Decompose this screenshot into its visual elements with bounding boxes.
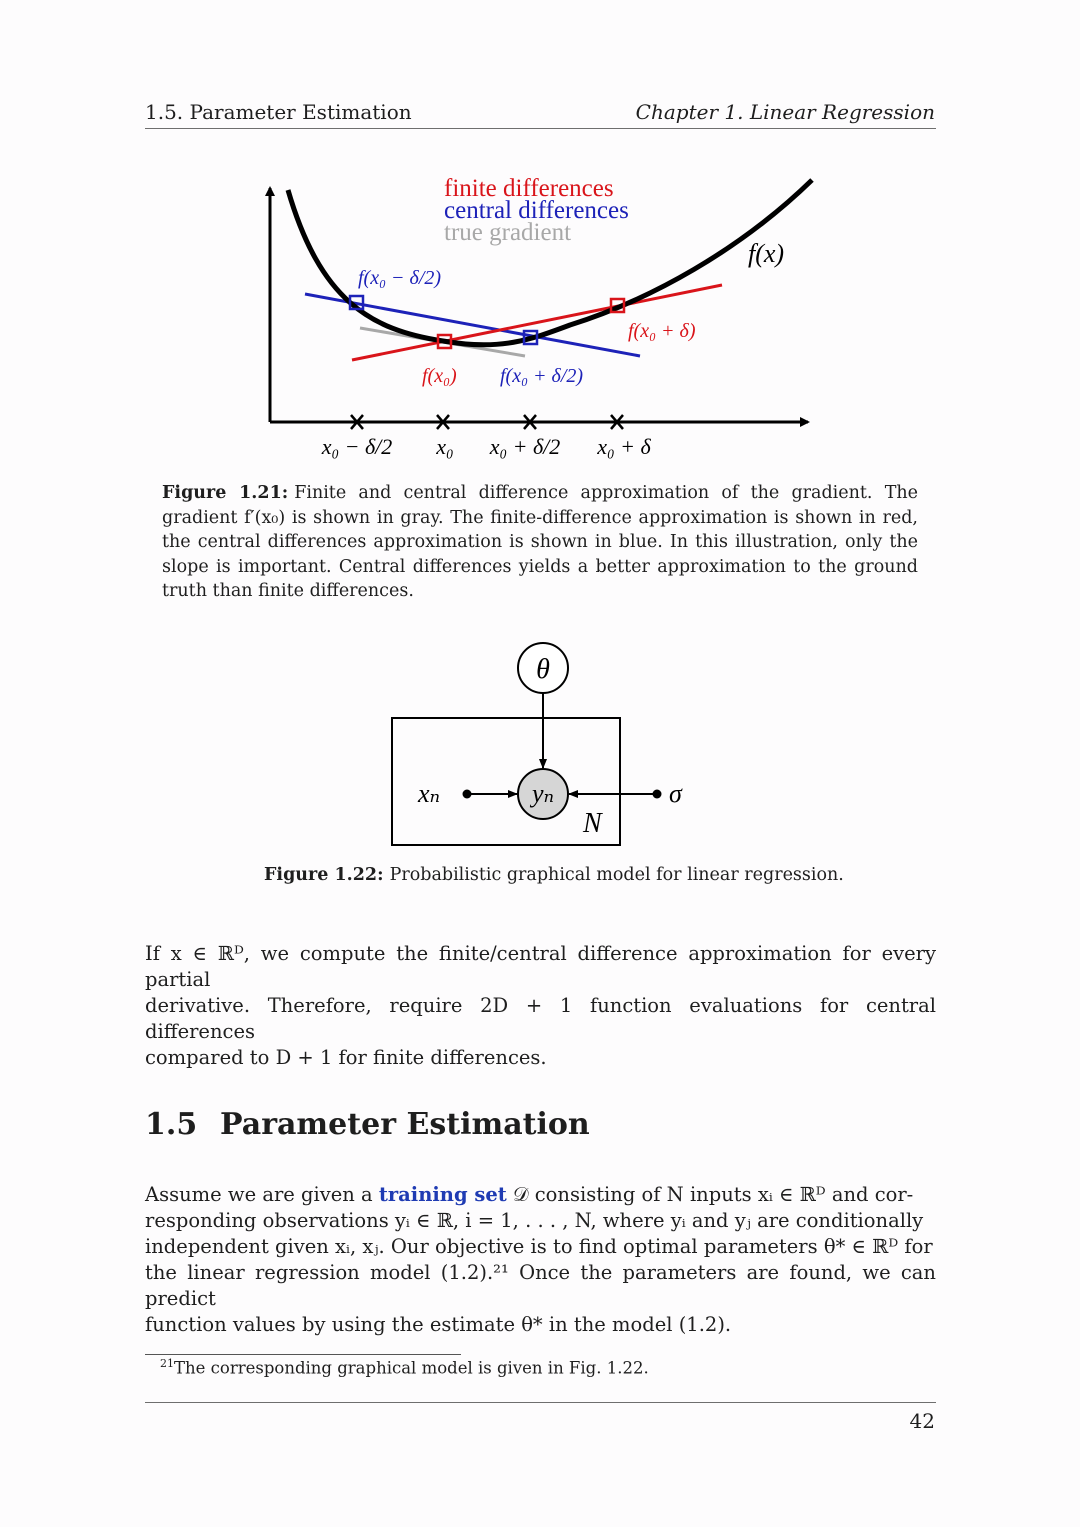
label-f-x0-plus-delta: f(x₀ + δ) <box>628 320 696 342</box>
label-f-x0: f(x₀) <box>422 365 457 387</box>
paragraph2-line1-rest: 𝒟 consisting of N inputs xᵢ ∈ ℝᴰ and cor- <box>512 1183 914 1206</box>
footnote-rule <box>145 1354 461 1355</box>
paragraph2-line5: function values by using the estimate θ* in the model (1.2). <box>145 1313 732 1336</box>
legend-finite-differences: finite differences <box>444 175 614 202</box>
paragraph2-line3: independent given xᵢ, xⱼ. Our objective is to find optimal parameters θ* ∈ ℝᴰ for <box>145 1235 933 1258</box>
tick-label-x0-minus-half-delta: x₀ − δ/2 <box>321 434 393 459</box>
label-f-x0-minus-half-delta: f(x₀ − δ/2) <box>358 267 442 289</box>
plate-label: N <box>583 808 602 839</box>
paragraph1-line2: derivative. Therefore, require 2D + 1 function evaluations for central differences <box>145 994 936 1043</box>
paragraph2-line2: responding observations yᵢ ∈ ℝ, i = 1, . . . , N, where yᵢ and yⱼ are conditionally <box>145 1209 924 1232</box>
label-f-x0-plus-half-delta: f(x₀ + δ/2) <box>500 365 584 387</box>
node-y-label: yₙ <box>531 779 555 808</box>
legend-central-differences: central differences <box>444 197 629 224</box>
footer-rule <box>145 1402 936 1403</box>
page-number: 42 <box>909 1409 935 1433</box>
paragraph-parameter-estimation <box>145 1182 936 1338</box>
paragraph1-line1: If x ∈ ℝᴰ, we compute the finite/central difference approximation for every partial <box>145 942 936 991</box>
footnote <box>160 1357 649 1378</box>
curve-label: f(x) <box>748 239 785 268</box>
footnote-mark: 21 <box>160 1357 174 1370</box>
node-x-label: xₙ <box>418 779 441 808</box>
figure-1-21-caption-label: Figure 1.21: <box>162 483 289 503</box>
running-header-section: 1.5. Parameter Estimation <box>145 100 412 124</box>
tick-label-x0-plus-half-delta: x₀ + δ/2 <box>489 434 561 459</box>
figure-finite-differences <box>0 0 1080 470</box>
node-theta-label: θ <box>536 654 550 685</box>
figure-1-21-caption <box>162 481 918 604</box>
section-number: 1.5 <box>145 1107 198 1142</box>
section-heading <box>145 1107 590 1142</box>
paragraph1-line3: compared to D + 1 for finite differences. <box>145 1046 547 1069</box>
running-header-chapter: Chapter 1. Linear Regression <box>635 100 935 124</box>
paragraph2-intro: Assume we are given a <box>145 1183 373 1206</box>
paragraph2-line1 <box>145 1182 936 1208</box>
paragraph-difference-evaluations <box>145 941 936 1071</box>
paragraph2-line4: the linear regression model (1.2).²¹ Once the parameters are found, we can predict <box>145 1261 936 1310</box>
tick-label-x0: x₀ <box>436 434 454 459</box>
figure-1-22-caption-text: Probabilistic graphical model for linear regression. <box>389 865 844 885</box>
figure-1-21-caption-text: Finite and central difference approximation of the gradient. The gradient f′(x₀) is shown in gray. The finite-difference approximation is shown in red, the central differences approximation is shown in blue. In this illustration, only the slope is important. Central differences yields a better approximation to the ground truth than finite differences. <box>162 483 918 601</box>
figure-1-22-caption-label: Figure 1.22: <box>264 865 384 885</box>
legend-true-gradient: true gradient <box>444 219 572 246</box>
node-sigma-label: σ <box>669 779 682 808</box>
section-title: Parameter Estimation <box>220 1107 590 1142</box>
keyword-training-set[interactable]: training set <box>378 1183 507 1206</box>
footnote-text: The corresponding graphical model is given in Fig. 1.22. <box>174 1358 649 1378</box>
figure-graphical-model <box>0 630 1080 860</box>
tick-label-x0-plus-delta: x₀ + δ <box>597 434 651 459</box>
figure-1-22-caption <box>264 863 844 888</box>
